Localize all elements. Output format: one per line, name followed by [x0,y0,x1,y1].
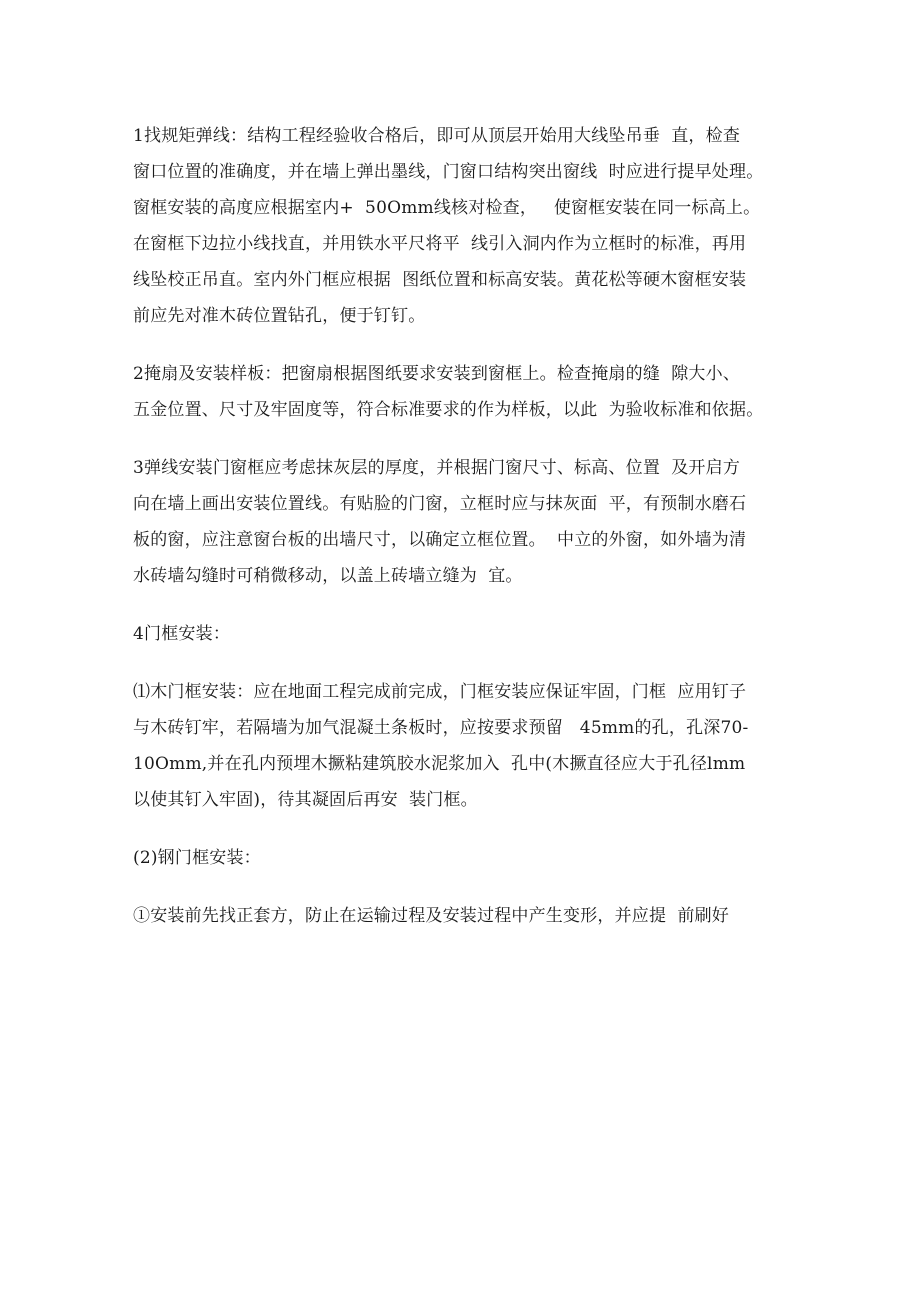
heading-text: 4门框安装： [133,624,231,644]
text-line: 五金位置、尺寸及牢固度等，符合标准要求的作为样板，以此 为验收标准和依据。 [133,400,764,420]
text-line: 线坠校正吊直。室内外门框应根据 图纸位置和标高安装。黄花松等硬木窗框安装 [133,270,747,290]
text-line: 3弹线安装门窗框应考虑抹灰层的厚度，并根据门窗尺寸、标高、位置 及开启方 [133,458,741,478]
document-page [133,118,793,956]
text-line: 2掩扇及安装样板：把窗扇根据图纸要求安装到窗框上。检查掩扇的缝 隙大小、 [133,364,741,384]
paragraph-wood-door-frame [133,674,793,818]
paragraph-3-frame-installation-lines [133,450,793,594]
paragraph-steel-frame-step-1 [133,898,793,934]
text-line: 板的窗，应注意窗台板的出墙尺寸，以确定立框位置。 中立的外窗，如外墙为清 [133,530,747,550]
heading-text: (2)钢门框安装： [133,848,261,868]
paragraph-1-layout-marking [133,118,793,334]
text-line: 在窗框下边拉小线找直，并用铁水平尺将平 线引入洞内作为立框时的标准，再用 [133,234,747,254]
text-line: 窗框安装的高度应根据室内+ 50Omm线核对检查， 使窗框安装在同一标高上。 [133,198,761,218]
subsection-heading-steel-door-frame [133,840,793,876]
text-line: 1找规矩弹线：结构工程经验收合格后，即可从顶层开始用大线坠吊垂 直，检查 [133,126,741,146]
text-line: ①安装前先找正套方，防止在运输过程及安装过程中产生变形，并应提 前刷好 [133,906,730,926]
paragraph-2-sash-sample [133,356,793,428]
text-line: 与木砖钉牢，若隔墙为加气混凝土条板时，应按要求预留 45mm的孔，孔深70- [133,718,749,738]
text-line: 水砖墙勾缝时可稍微移动，以盖上砖墙立缝为 宜。 [133,566,523,586]
text-line: 以使其钉入牢固)，待其凝固后再安 装门框。 [133,790,478,810]
text-line: 向在墙上画出安装位置线。有贴脸的门窗，立框时应与抹灰面 平，有预制水磨石 [133,494,747,514]
section-heading-door-frame [133,616,793,652]
text-line: 10Omm,并在孔内预埋木撅粘建筑胶水泥浆加入 孔中(木撅直径应大于孔径lmm [133,754,746,774]
text-line: 前应先对准木砖位置钻孔，便于钉钉。 [133,306,426,326]
text-line: 窗口位置的准确度，并在墙上弹出墨线，门窗口结构突出窗线 时应进行提早处理。 [133,162,764,182]
text-line: ⑴木门框安装：应在地面工程完成前完成，门框安装应保证牢固，门框 应用钉子 [133,682,747,702]
